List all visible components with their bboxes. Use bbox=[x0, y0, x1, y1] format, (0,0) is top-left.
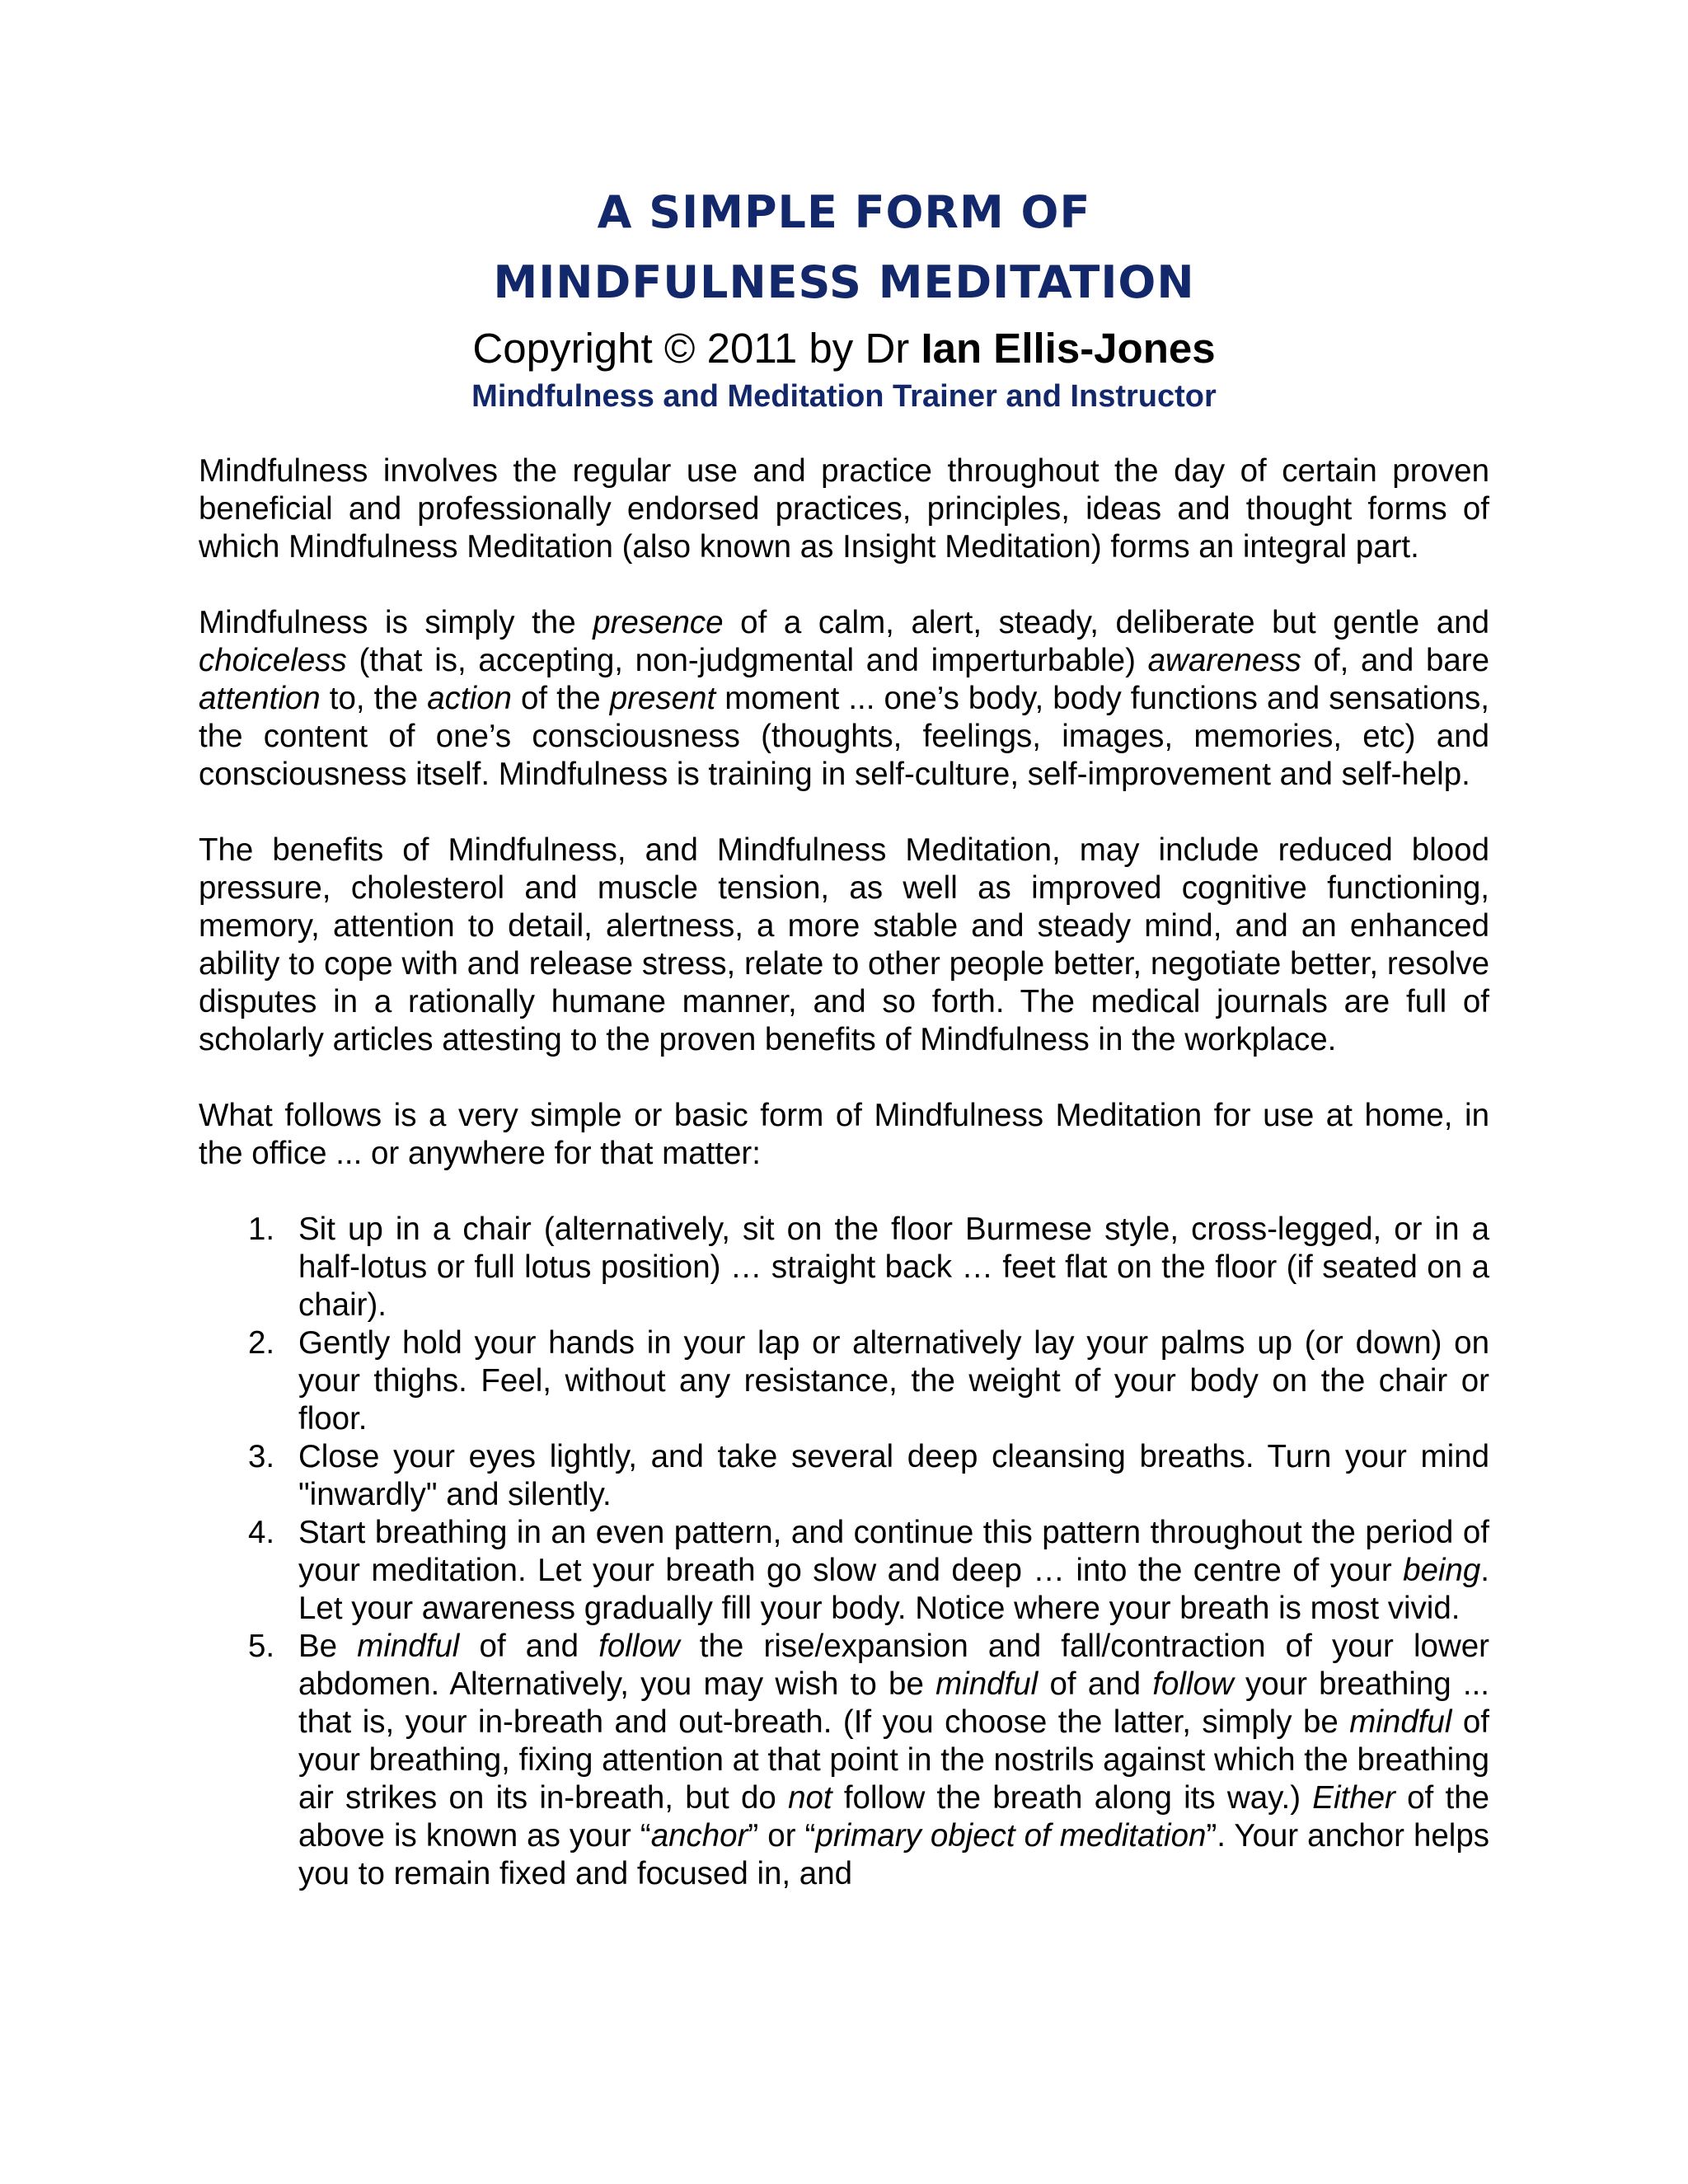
list-item-step-1: 1. Sit up in a chair (alternatively, sit on the floor Burmese style, cross-legged, or in a half-lotus or full lotus position) … straight back … feet flat on the floor (if seated on a chair). bbox=[248, 1212, 1489, 1323]
list-item-step-3: 3. Close your eyes lightly, and take several deep cleansing breaths. Turn your mind "inwardly" and silently. bbox=[248, 1439, 1489, 1512]
step-number: 4. bbox=[248, 1515, 275, 1550]
step-number: 1. bbox=[248, 1212, 275, 1247]
document-page bbox=[199, 177, 1489, 1893]
author-role: Mindfulness and Meditation Trainer and Instructor bbox=[471, 379, 1217, 414]
document-title bbox=[199, 177, 1489, 317]
step-number: 3. bbox=[248, 1439, 275, 1474]
list-item-step-5: 5. Be mindful of and follow the rise/expansion and fall/contraction of your lower abdomen. Alternatively, you may wish to be mindful of and follow your breathing ... that is, your in-breath and out-breath. (If you choose the latter, simply be mindful of your breathing, fixing attention at that point in the nostrils against which the breathing air strikes on its in-breath, but do not follow the breath along its way.) Either of the above is known as your “anchor” or “primary object of meditation”. Your anchor helps you to remain fixed and focused in, and bbox=[248, 1629, 1489, 1891]
copyright-line bbox=[199, 321, 1489, 377]
paragraph-definition: Mindfulness is simply the presence of a calm, alert, steady, deliberate but gentle and choiceless (that is, accepting, non-judgmental and imperturbable) awareness of, and bare attention to, the action of the present moment ... one’s body, body functions and sensations, the content of one’s consciousness (thoughts, feelings, images, memories, etc) and consciousness itself. Mindfulness is training in self-culture, self-improvement and self-help. bbox=[199, 605, 1490, 792]
step-number: 5. bbox=[248, 1629, 275, 1664]
paragraph-benefits: The benefits of Mindfulness, and Mindfulness Meditation, may include reduced blood pressure, cholesterol and muscle tension, as well as improved cognitive functioning, memory, attention to detail, alertness, a more stable and steady mind, and an enhanced ability to cope with and release stress, relate to other people better, negotiate better, resolve disputes in a rationally humane manner, and so forth. The medical journals are full of scholarly articles attesting to the proven benefits of Mindfulness in the workplace. bbox=[199, 832, 1489, 1057]
copyright-prefix: Copyright © 2011 by Dr bbox=[472, 325, 921, 372]
list-item-step-2: 2. Gently hold your hands in your lap or alternatively lay your palms up (or down) on your thighs. Feel, without any resistance, the weight of your body on the chair or floor. bbox=[248, 1325, 1489, 1436]
paragraph-intro: Mindfulness involves the regular use and practice throughout the day of certain proven beneficial and professionally endorsed practices, principles, ideas and thought forms of which Mindfulness Meditation (also known as Insight Meditation) forms an integral part. bbox=[199, 453, 1489, 565]
list-item-step-4: 4. Start breathing in an even pattern, and continue this pattern throughout the period of your meditation. Let your breath go slow and deep … into the centre of your being. Let your awareness gradually fill your body. Notice where your breath is most vivid. bbox=[248, 1515, 1489, 1626]
title-line-1: A SIMPLE FORM OF bbox=[597, 186, 1091, 238]
paragraph-what-follows: What follows is a very simple or basic form of Mindfulness Meditation for use at home, in the office ... or anywhere for that matter: bbox=[199, 1098, 1489, 1171]
author-name: Ian Ellis-Jones bbox=[921, 325, 1216, 372]
steps-list bbox=[199, 1211, 1489, 1893]
step-number: 2. bbox=[248, 1325, 275, 1361]
title-line-2: MINDFULNESS MEDITATION bbox=[493, 256, 1195, 308]
